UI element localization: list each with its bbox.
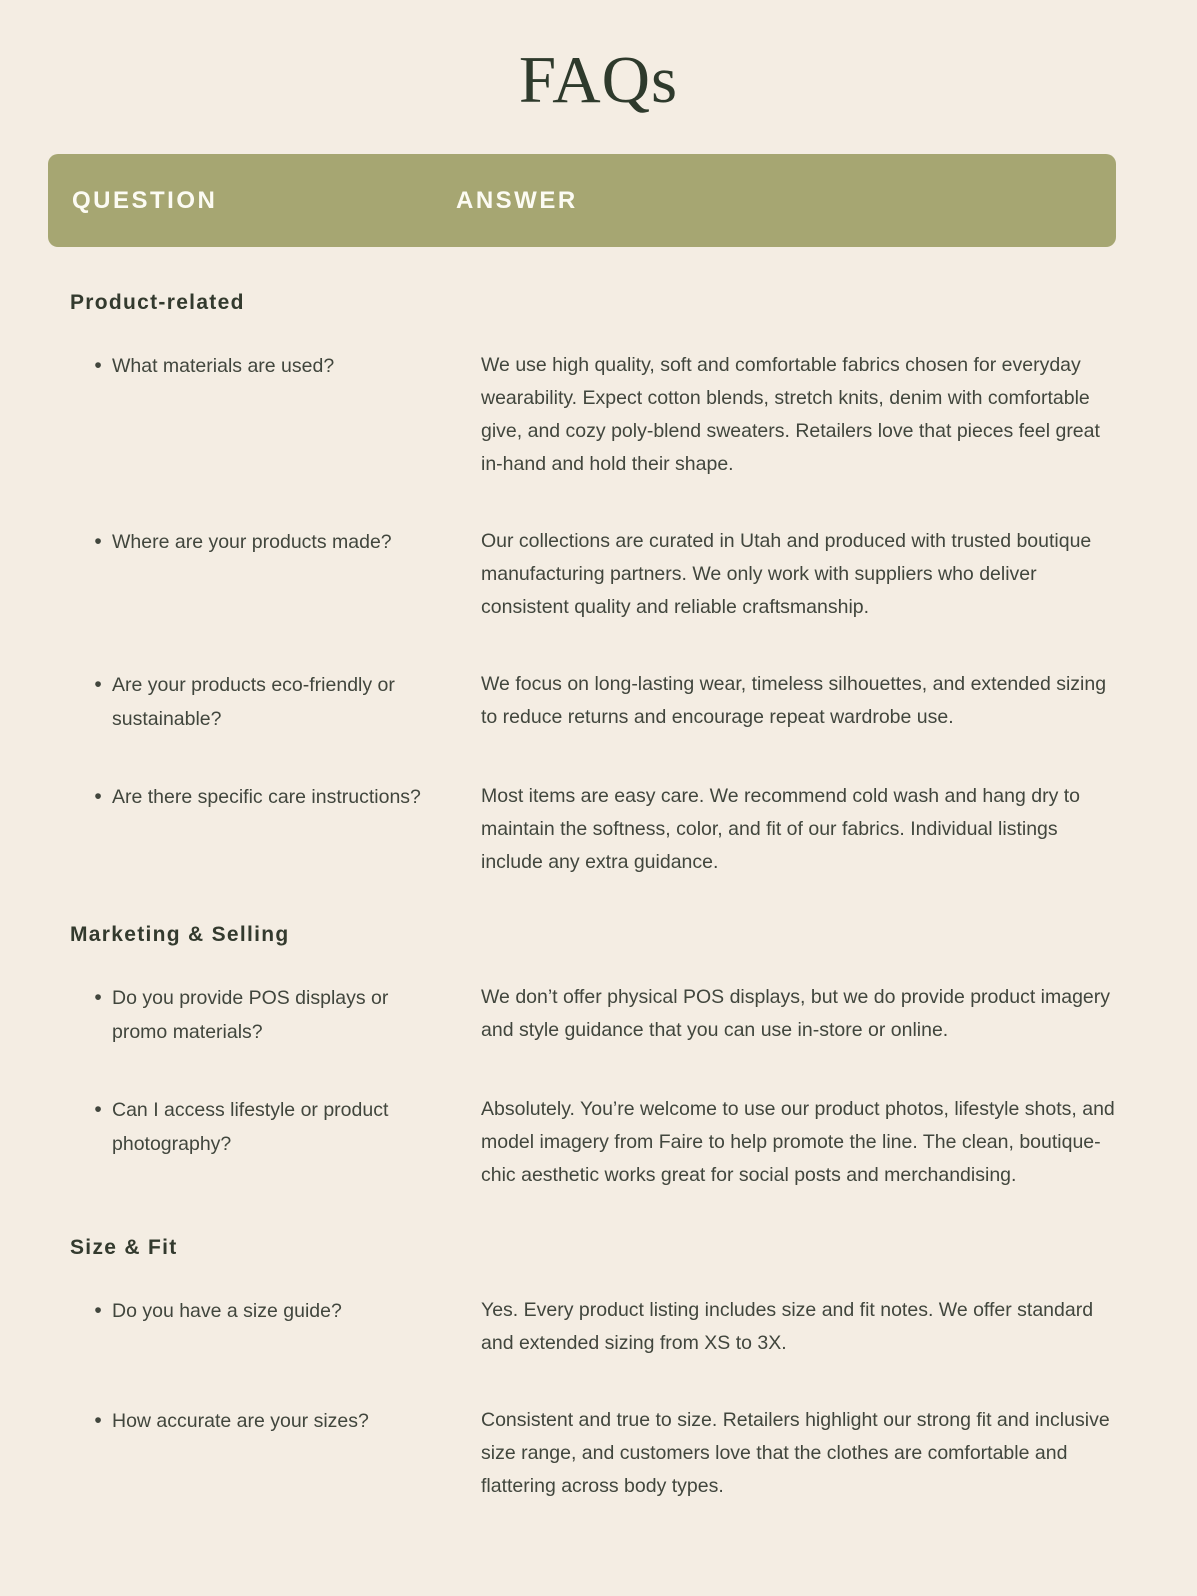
answer-text: We focus on long-lasting wear, timeless silhouettes, and extended sizing to reduce returns and encourage repeat wardrobe use. (481, 673, 1107, 728)
question-cell (70, 780, 481, 879)
answer-text: We don’t offer physical POS displays, but we do provide product imagery and style guidance that you can use in-store or online. (481, 986, 1111, 1041)
answer-text: Most items are easy care. We recommend cold wash and hang dry to maintain the softness, color, and fit of our fabrics. Individual listings include any extra guidance. (481, 785, 1080, 873)
answer-text: Absolutely. You’re welcome to use our product photos, lifestyle shots, and model imagery from Faire to help promote the line. The clean, boutique-chic aesthetic works great for social posts and merchandising. (481, 1098, 1115, 1186)
section-heading: Product-related (70, 291, 245, 314)
question-text: Do you have a size guide? (112, 1300, 342, 1322)
page-title: FAQs (518, 43, 679, 117)
faq-row (70, 1404, 1119, 1503)
question-text: Where are your products made? (112, 531, 392, 553)
bullet-icon: • (94, 530, 102, 553)
bullet-icon: • (94, 1409, 102, 1432)
faq-row (70, 668, 1119, 736)
section-heading: Marketing & Selling (70, 923, 290, 946)
question-cell (70, 1093, 481, 1192)
answer-text: Our collections are curated in Utah and produced with trusted boutique manufacturing partners. We only work with suppliers who deliver consistent quality and reliable craftsmanship. (481, 530, 1092, 618)
faq-row (70, 1294, 1119, 1360)
faq-sections (0, 291, 1197, 1503)
faq-row (70, 1093, 1119, 1192)
question-text: What materials are used? (112, 355, 335, 377)
bullet-icon: • (94, 673, 102, 696)
question-text: How accurate are your sizes? (112, 1410, 369, 1432)
section-heading: Size & Fit (70, 1236, 178, 1259)
question-text: Are your products eco-friendly or sustainable? (112, 674, 395, 730)
faq-row (70, 525, 1119, 624)
question-cell (70, 1294, 481, 1360)
bullet-icon: • (94, 1098, 102, 1121)
bullet-icon: • (94, 785, 102, 808)
answer-column-header: ANSWER (456, 186, 578, 214)
faq-section (70, 923, 1119, 1192)
faq-row (70, 349, 1119, 481)
bullet-icon: • (94, 354, 102, 377)
bullet-icon: • (94, 1299, 102, 1322)
question-text: Can I access lifestyle or product photography? (112, 1099, 389, 1155)
question-column-header: QUESTION (72, 186, 218, 214)
question-cell (70, 1404, 481, 1503)
faq-section (70, 291, 1119, 879)
question-text: Are there specific care instructions? (112, 786, 421, 808)
faq-section (70, 1236, 1119, 1503)
question-cell (70, 525, 481, 624)
bullet-icon: • (94, 986, 102, 1009)
answer-text: We use high quality, soft and comfortable fabrics chosen for everyday wearability. Expect cotton blends, stretch knits, denim with comfortable give, and cozy poly-blend sweaters. Retailers love that pieces feel great in-hand and hold their shape. (481, 354, 1100, 475)
question-cell (70, 668, 481, 736)
answer-text: Yes. Every product listing includes size and fit notes. We offer standard and extended sizing from XS to 3X. (481, 1299, 1094, 1354)
faq-row (70, 981, 1119, 1049)
question-cell (70, 349, 481, 481)
question-text: Do you provide POS displays or promo materials? (112, 987, 389, 1043)
table-header-bar (48, 154, 1116, 247)
answer-text: Consistent and true to size. Retailers highlight our strong fit and inclusive size range, and customers love that the clothes are comfortable and flattering across body types. (481, 1409, 1110, 1497)
question-cell (70, 981, 481, 1049)
faq-row (70, 780, 1119, 879)
